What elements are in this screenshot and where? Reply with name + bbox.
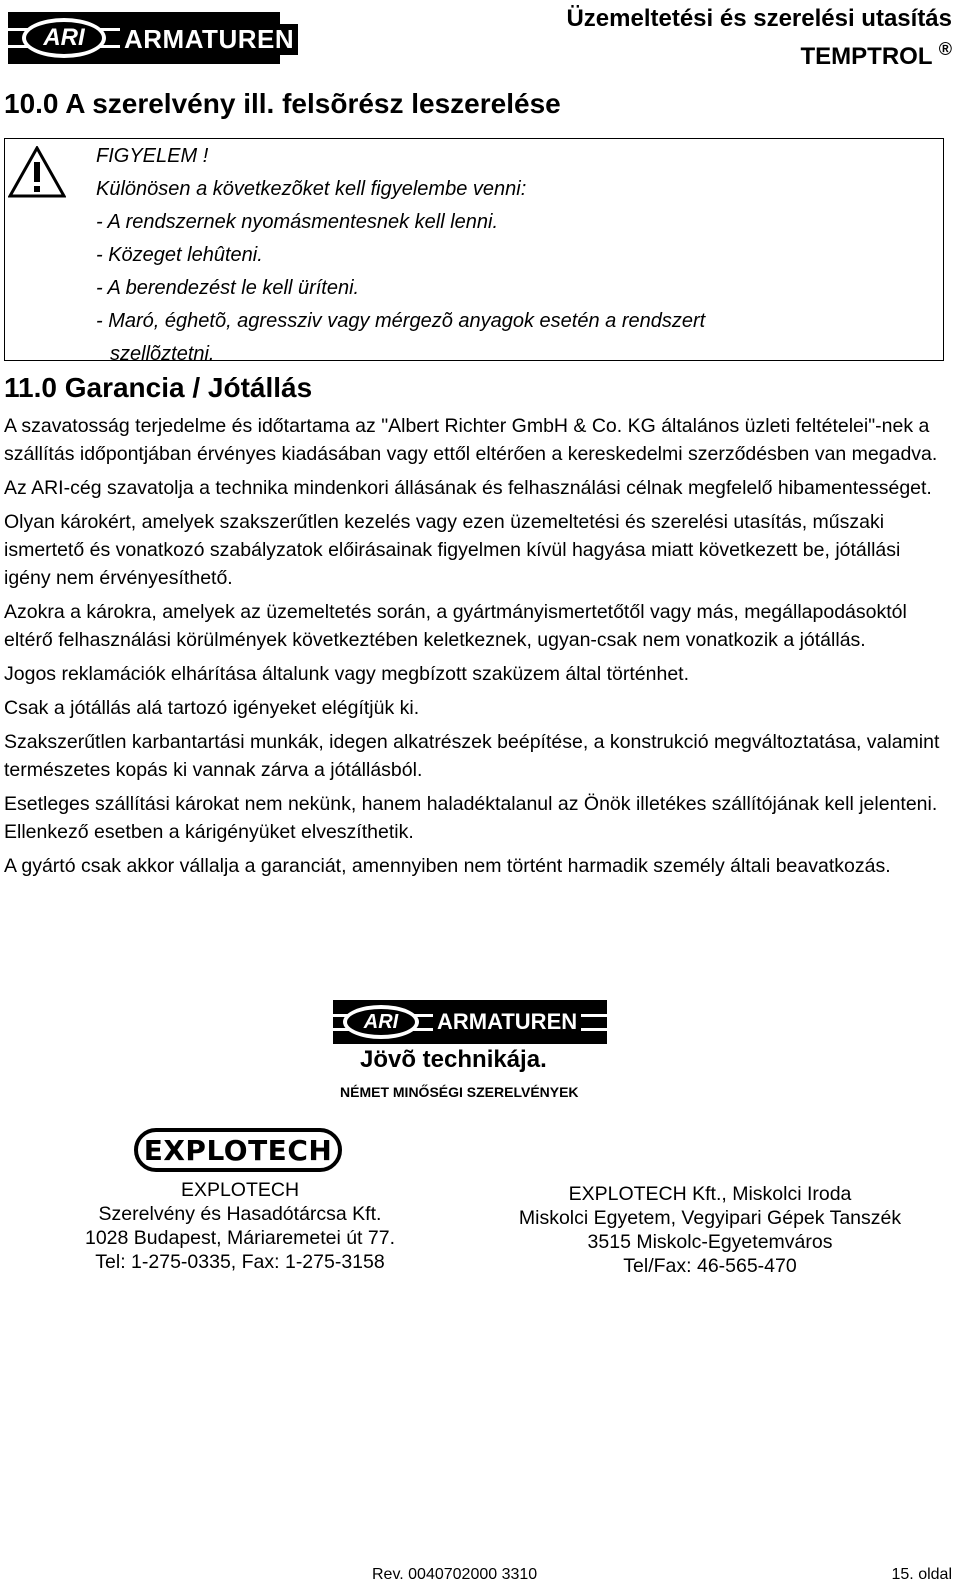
- warning-title: FIGYELEM !: [96, 145, 209, 167]
- ari-armaturen-logo: [8, 12, 295, 64]
- paragraph: Olyan károkért, amelyek szakszerűtlen kezelés vagy ezen üzemeltetési és szerelési utasítás, műszaki ismertető és vonatkozó szabályzatok előirásainak figyelmen kívül hagyása miatt következett be, jótállási igény nem érvényesíthető.: [4, 511, 901, 589]
- budapest-address: [60, 1178, 420, 1274]
- address-line: 3515 Miskolc-Egyetemváros: [587, 1231, 833, 1253]
- warranty-body: [4, 412, 944, 886]
- miskolc-address: [490, 1182, 930, 1278]
- registered-mark: ®: [938, 39, 952, 59]
- paragraph: Csak a jótállás alá tartozó igényeket elégítjük ki.: [4, 697, 420, 719]
- warning-line: szellõztetni.: [110, 343, 215, 365]
- section-11-heading: 11.0 Garancia / Jótállás: [4, 372, 313, 403]
- product-label: TEMPTROL: [800, 43, 933, 70]
- page-number: 15. oldal: [891, 1566, 952, 1583]
- logo-oval: ARI: [343, 1005, 419, 1039]
- address-line: 1028 Budapest, Máriaremetei út 77.: [84, 1227, 396, 1249]
- paragraph: Az ARI-cég szavatolja a technika mindenkori állásának és felhasználási célnak megfelelő hibamentességet.: [4, 477, 932, 499]
- section-10-heading: 10.0 A szerelvény ill. felsõrész leszerelése: [4, 88, 561, 119]
- warning-triangle-icon: [8, 146, 66, 198]
- warning-text: [96, 140, 705, 371]
- address-line: Miskolci Egyetem, Vegyipari Gépek Tanszék: [518, 1207, 902, 1229]
- address-line: EXPLOTECH: [180, 1179, 300, 1201]
- ari-armaturen-footer-logo: [333, 1000, 607, 1044]
- paragraph: Esetleges szállítási károkat nem nekünk, hanem haladéktalanul az Önök illetékes szállítójának kell jelenteni. Ellenkező esetben a kárigényüket elveszíthetik.: [4, 793, 938, 843]
- paragraph: Azokra a károkra, amelyek az üzemeltetés során, a gyártmányismertetőtől vagy más, megállapodásoktól eltérő felhasználási körülmények következtében keletkeznek, ugyan-csak nem vonatkozik a jótállás.: [4, 601, 907, 651]
- warning-line: - Közeget lehûteni.: [96, 244, 263, 266]
- explotech-logo: EXPLOTECH: [134, 1128, 342, 1172]
- document-title: Üzemeltetési és szerelési utasítás: [566, 5, 952, 32]
- warning-line: - A rendszernek nyomásmentesnek kell lenni.: [96, 211, 499, 233]
- warning-line: - Maró, éghetõ, agressziv vagy mérgezõ anyagok esetén a rendszert: [96, 310, 706, 332]
- address-line: EXPLOTECH Kft., Miskolci Iroda: [568, 1183, 852, 1205]
- logo-word: ARMATUREN: [433, 1009, 581, 1035]
- logo-word: ARMATUREN: [120, 24, 298, 55]
- logo-oval: ARI: [22, 18, 106, 58]
- slogan: Jövõ technikája.: [360, 1046, 547, 1073]
- warning-line: Különösen a következõket kell figyelembe venni:: [96, 178, 527, 200]
- paragraph: Szakszerűtlen karbantartási munkák, idegen alkatrészek beépítése, a konstrukció megváltoztatása, valamint természetes kopás ki vannak zárva a jótállásból.: [4, 731, 940, 781]
- product-name: [801, 34, 953, 72]
- address-line: Tel/Fax: 46-565-470: [623, 1255, 797, 1277]
- paragraph: A szavatosság terjedelme és időtartama az "Albert Richter GmbH & Co. KG általános üzleti feltételei"-nek a szállítás időpontjában érvényes kiadásában vagy ettől eltérően a kereskedelmi szerződésben van megadva.: [4, 415, 938, 465]
- revision-number: Rev. 0040702000 3310: [372, 1566, 538, 1583]
- paragraph: Jogos reklamációk elhárítása általunk vagy megbízott szaküzem által történhet.: [4, 663, 690, 685]
- warning-line: - A berendezést le kell üríteni.: [96, 277, 360, 299]
- sub-slogan: NÉMET MINŐSÉGI SZERELVÉNYEK: [340, 1084, 579, 1100]
- address-line: Tel: 1-275-0335, Fax: 1-275-3158: [95, 1251, 385, 1273]
- address-line: Szerelvény és Hasadótárcsa Kft.: [98, 1203, 382, 1225]
- paragraph: A gyártó csak akkor vállalja a garanciát, amennyiben nem történt harmadik személy általi beavatkozás.: [4, 855, 891, 877]
